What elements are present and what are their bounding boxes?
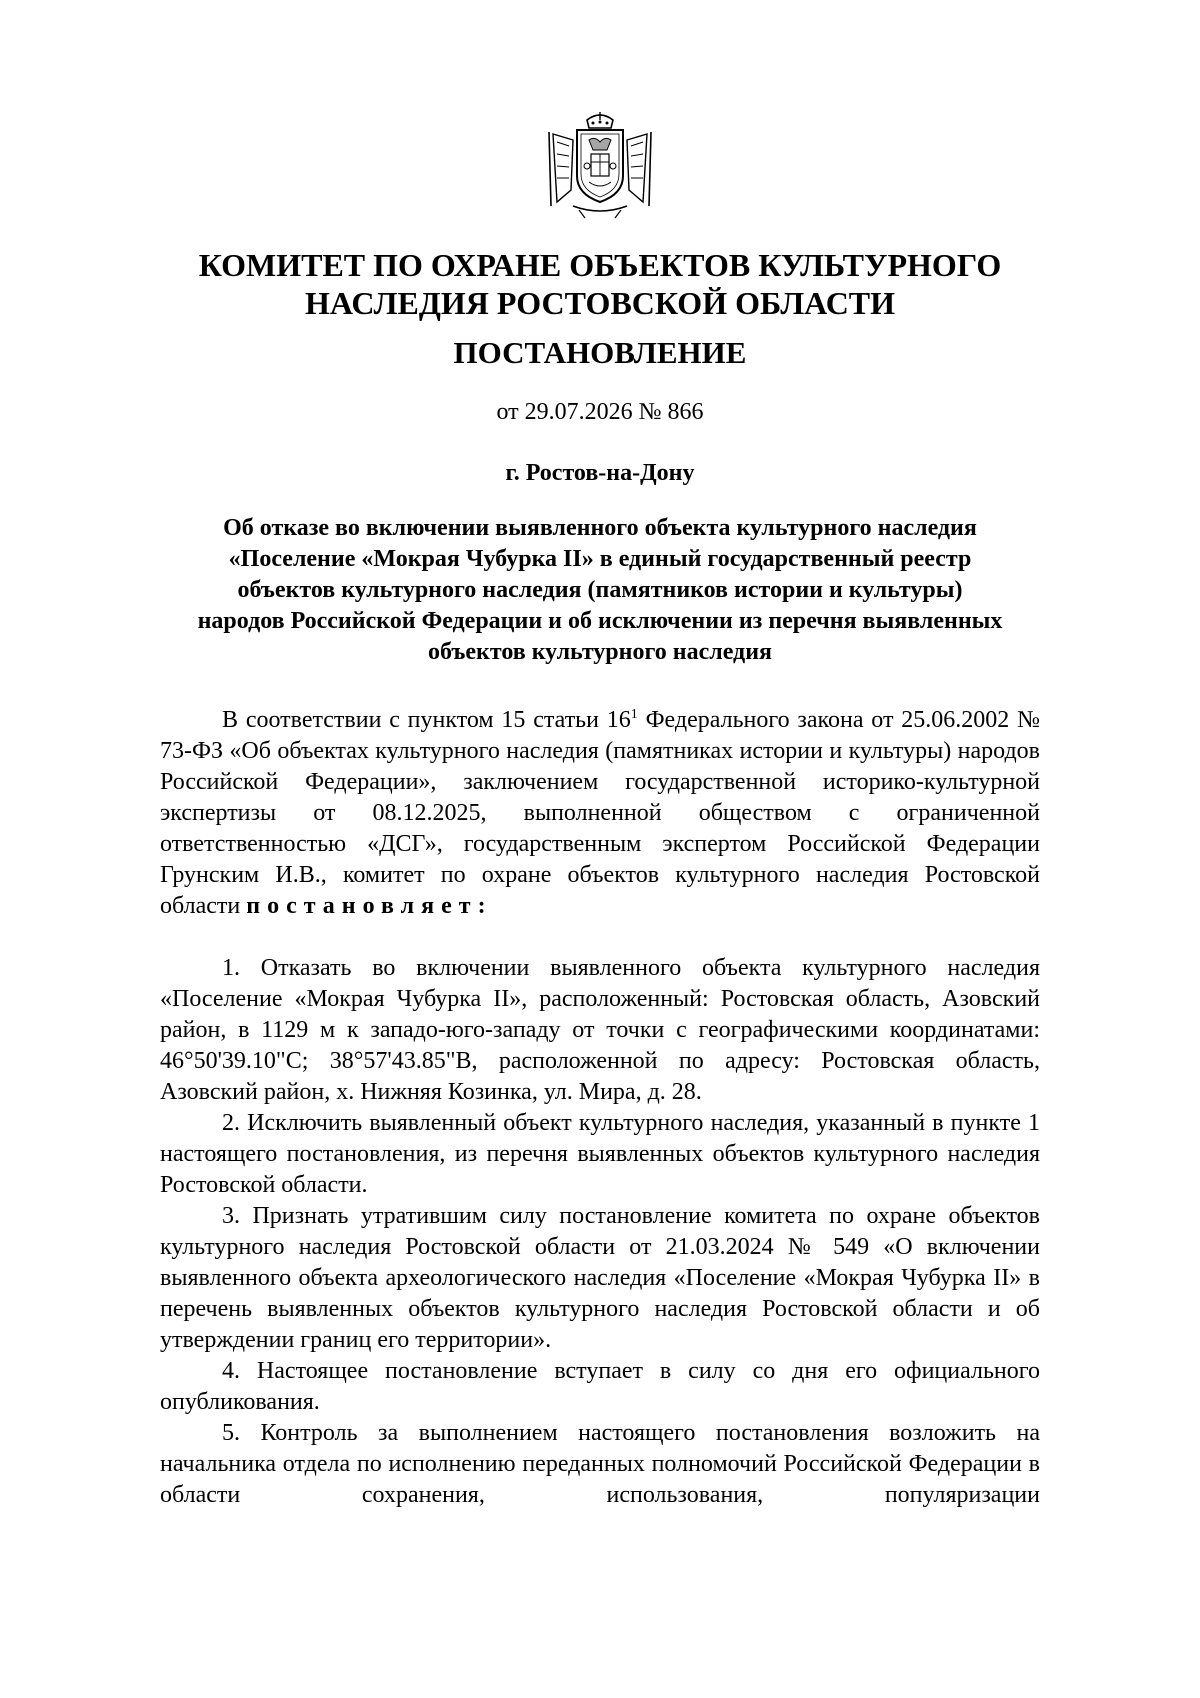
subject-line: народов Российской Федерации и об исключении из перечня выявленных: [197, 608, 1003, 634]
preamble-text-2: Федерального закона от 25.06.2002 № 73-ФЗ «Об объектах культурного наследия (памятниках истории и культуры) народов Российской Федерации», заключением государственной историко-культурной экспертизы от 08.12.2025, выполненной обществом с ограниченной ответственностью «ДСГ», государственным экспертом Российской Федерации Грунским И.В., комитет по охране объектов культурного наследия Ростовской области: [160, 707, 1040, 919]
organization-name-line-2: НАСЛЕДИЯ РОСТОВСКОЙ ОБЛАСТИ: [304, 285, 896, 321]
resolution-item-2: 2. Исключить выявленный объект культурного наследия, указанный в пункте 1 настоящего постановления, из перечня выявленных объектов культурного наследия Ростовской области.: [160, 1110, 1040, 1198]
subject-line: Об отказе во включении выявленного объекта культурного наследия: [223, 515, 977, 541]
organization-name-line-1: КОМИТЕТ ПО ОХРАНЕ ОБЪЕКТОВ КУЛЬТУРНОГО: [198, 247, 1002, 283]
preamble-paragraph: [160, 705, 1040, 922]
document-city: г. Ростов-на-Дону: [505, 460, 695, 486]
resolves-word: постановляет:: [246, 893, 493, 919]
rostov-region-coat-of-arms-icon: [545, 110, 655, 220]
subject-line: объектов культурного наследия (памятников истории и культуры): [237, 577, 963, 603]
document-subject: [160, 513, 1040, 668]
subject-line: «Поселение «Мокрая Чубурка II» в единый государственный реестр: [228, 546, 972, 572]
resolution-item-1: 1. Отказать во включении выявленного объекта культурного наследия «Поселение «Мокрая Чубурка II», расположенный: Ростовская область, Азовский район, в 1129 м к западо-юго-западу от точки с географическими координатами: 46°50'39.10"С; 38°57'43.85"В, расположенной по адресу: Ростовская область, Азовский район, х. Нижняя Козинка, ул. Мира, д. 28.: [160, 955, 1040, 1105]
resolution-item-3: 3. Признать утратившим силу постановление комитета по охране объектов культурного наследия Ростовской области от 21.03.2024 № 549 «О включении выявленного объекта археологического наследия «Поселение «Мокрая Чубурка II» в перечень выявленных объектов культурного наследия Ростовской области и об утверждении границ его территории».: [160, 1203, 1040, 1353]
organization-name: [0, 246, 1200, 322]
document-type-title: ПОСТАНОВЛЕНИЕ: [453, 335, 747, 370]
document-body: [160, 705, 1040, 1511]
article-superscript: 1: [630, 707, 638, 722]
subject-line: объектов культурного наследия: [427, 639, 773, 665]
resolution-item-5: 5. Контроль за выполнением настоящего постановления возложить на начальника отдела по исполнению переданных полномочий Российской Федерации в области сохранения, использования, популяризации: [160, 1420, 1040, 1508]
preamble-text-1: В соответствии с пунктом 15 статьи 16: [222, 707, 631, 733]
document-date-number: от 29.07.2026 № 866: [496, 399, 704, 425]
resolution-item-4: 4. Настоящее постановление вступает в силу со дня его официального опубликования.: [160, 1358, 1040, 1415]
